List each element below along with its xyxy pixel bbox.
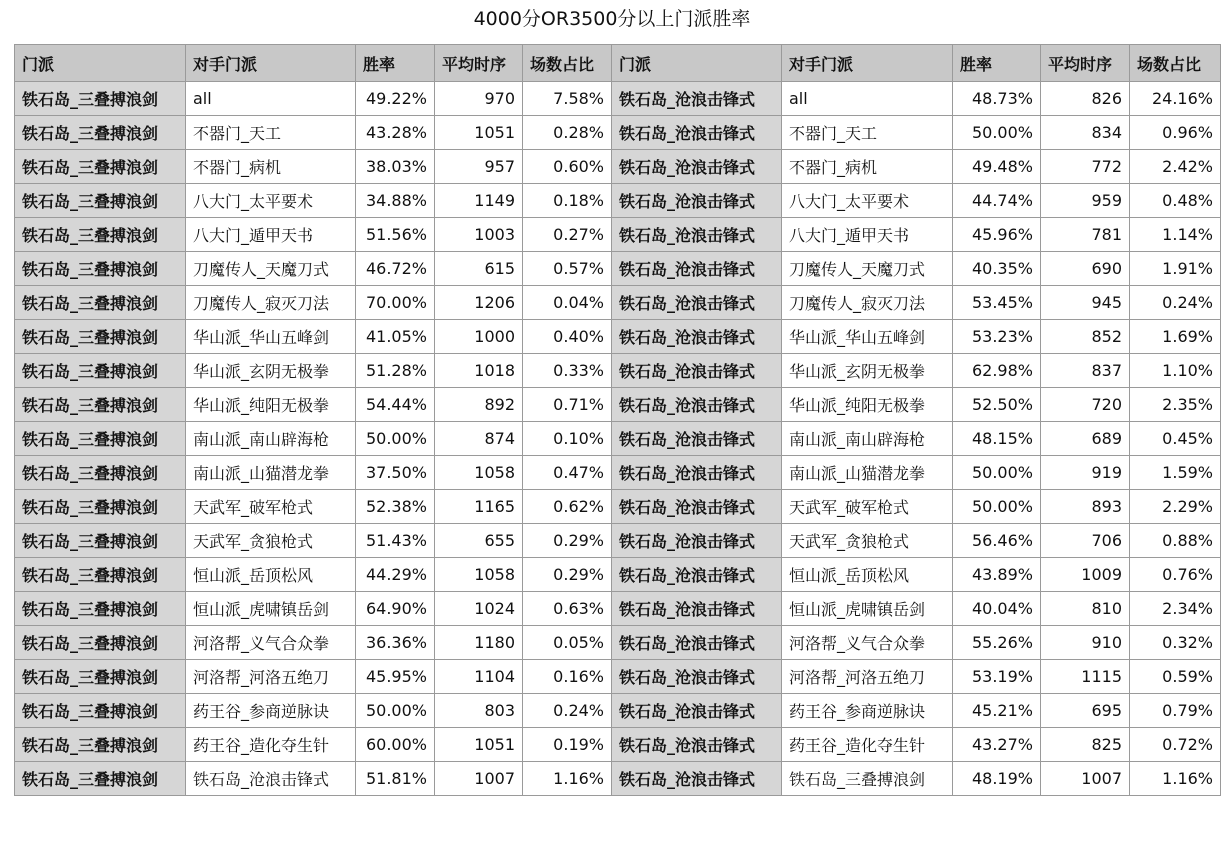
table-row [15, 558, 1221, 592]
match-share-cell[interactable]: 0.29% [523, 558, 612, 592]
match-share-cell[interactable]: 0.76% [1130, 558, 1221, 592]
avg-time-cell[interactable]: 1180 [435, 626, 523, 660]
winrate-cell[interactable]: 34.88% [356, 184, 435, 218]
match-share-cell[interactable]: 1.91% [1130, 252, 1221, 286]
opponent-cell[interactable]: 不器门_病机 [186, 150, 356, 184]
opponent-cell[interactable]: 刀魔传人_天魔刀式 [782, 252, 953, 286]
match-share-cell[interactable]: 0.29% [523, 524, 612, 558]
winrate-cell[interactable]: 41.05% [356, 320, 435, 354]
avg-time-cell[interactable]: 852 [1041, 320, 1130, 354]
opponent-cell[interactable]: 南山派_山猫潜龙拳 [782, 456, 953, 490]
winrate-cell[interactable]: 49.48% [953, 150, 1041, 184]
winrate-cell[interactable]: 50.00% [356, 694, 435, 728]
winrate-cell[interactable]: 50.00% [356, 422, 435, 456]
sect-cell[interactable]: 铁石岛_三叠搏浪剑 [15, 422, 186, 456]
avg-time-cell[interactable]: 1007 [1041, 762, 1130, 796]
page-title: 4000分OR3500分以上门派胜率 [473, 8, 751, 30]
avg-time-cell[interactable]: 1058 [435, 456, 523, 490]
match-share-cell[interactable]: 0.88% [1130, 524, 1221, 558]
match-share-cell[interactable]: 0.48% [1130, 184, 1221, 218]
avg-time-cell[interactable]: 1018 [435, 354, 523, 388]
table-row [15, 82, 1221, 116]
opponent-cell[interactable]: 不器门_天工 [782, 116, 953, 150]
avg-time-cell[interactable]: 874 [435, 422, 523, 456]
avg-time-cell[interactable]: 1003 [435, 218, 523, 252]
match-share-cell[interactable]: 0.18% [523, 184, 612, 218]
opponent-cell[interactable]: 华山派_纯阳无极拳 [186, 388, 356, 422]
header-match-share[interactable]: 场数占比 [1130, 45, 1221, 82]
sect-cell[interactable]: 铁石岛_三叠搏浪剑 [15, 694, 186, 728]
table-row [15, 490, 1221, 524]
opponent-cell[interactable]: 药王谷_造化夺生针 [186, 728, 356, 762]
table-row [15, 218, 1221, 252]
sect-cell[interactable]: 铁石岛_沧浪击锋式 [612, 762, 782, 796]
winrate-cell[interactable]: 48.19% [953, 762, 1041, 796]
match-share-cell[interactable]: 0.19% [523, 728, 612, 762]
avg-time-cell[interactable]: 919 [1041, 456, 1130, 490]
winrate-cell[interactable]: 51.81% [356, 762, 435, 796]
winrate-cell[interactable]: 50.00% [953, 490, 1041, 524]
match-share-cell[interactable]: 0.47% [523, 456, 612, 490]
match-share-cell[interactable]: 2.34% [1130, 592, 1221, 626]
table-row [15, 524, 1221, 558]
match-share-cell[interactable]: 0.32% [1130, 626, 1221, 660]
match-share-cell[interactable]: 0.24% [1130, 286, 1221, 320]
avg-time-cell[interactable]: 1009 [1041, 558, 1130, 592]
sect-cell[interactable]: 铁石岛_沧浪击锋式 [612, 694, 782, 728]
winrate-cell[interactable]: 40.35% [953, 252, 1041, 286]
header-row [15, 45, 1221, 82]
opponent-cell[interactable]: 八大门_遁甲天书 [782, 218, 953, 252]
winrate-cell[interactable]: 40.04% [953, 592, 1041, 626]
opponent-cell[interactable]: 铁石岛_沧浪击锋式 [186, 762, 356, 796]
sect-cell[interactable]: 铁石岛_沧浪击锋式 [612, 320, 782, 354]
opponent-cell[interactable]: 刀魔传人_寂灭刀法 [186, 286, 356, 320]
opponent-cell[interactable]: 河洛帮_河洛五绝刀 [186, 660, 356, 694]
winrate-cell[interactable]: 50.00% [953, 456, 1041, 490]
avg-time-cell[interactable]: 1149 [435, 184, 523, 218]
winrate-cell[interactable]: 53.45% [953, 286, 1041, 320]
opponent-cell[interactable]: 南山派_山猫潜龙拳 [186, 456, 356, 490]
winrate-cell[interactable]: 37.50% [356, 456, 435, 490]
opponent-cell[interactable]: 天武军_贪狼枪式 [782, 524, 953, 558]
avg-time-cell[interactable]: 825 [1041, 728, 1130, 762]
sect-cell[interactable]: 铁石岛_三叠搏浪剑 [15, 388, 186, 422]
opponent-cell[interactable]: 八大门_太平要术 [782, 184, 953, 218]
winrate-cell[interactable]: 49.22% [356, 82, 435, 116]
avg-time-cell[interactable]: 1000 [435, 320, 523, 354]
opponent-cell[interactable]: 刀魔传人_寂灭刀法 [782, 286, 953, 320]
sect-cell[interactable]: 铁石岛_沧浪击锋式 [612, 116, 782, 150]
opponent-cell[interactable]: 华山派_玄阴无极拳 [186, 354, 356, 388]
winrate-cell[interactable]: 55.26% [953, 626, 1041, 660]
table-row [15, 456, 1221, 490]
avg-time-cell[interactable]: 1024 [435, 592, 523, 626]
avg-time-cell[interactable]: 810 [1041, 592, 1130, 626]
match-share-cell[interactable]: 0.60% [523, 150, 612, 184]
match-share-cell[interactable]: 2.35% [1130, 388, 1221, 422]
winrate-cell[interactable]: 70.00% [356, 286, 435, 320]
match-share-cell[interactable]: 0.27% [523, 218, 612, 252]
avg-time-cell[interactable]: 837 [1041, 354, 1130, 388]
opponent-cell[interactable]: 恒山派_虎啸镇岳剑 [782, 592, 953, 626]
match-share-cell[interactable]: 0.04% [523, 286, 612, 320]
avg-time-cell[interactable]: 803 [435, 694, 523, 728]
sect-cell[interactable]: 铁石岛_沧浪击锋式 [612, 456, 782, 490]
sect-cell[interactable]: 铁石岛_三叠搏浪剑 [15, 626, 186, 660]
winrate-cell[interactable]: 44.29% [356, 558, 435, 592]
opponent-cell[interactable]: 天武军_贪狼枪式 [186, 524, 356, 558]
header-opponent[interactable]: 对手门派 [782, 45, 953, 82]
sect-cell[interactable]: 铁石岛_三叠搏浪剑 [15, 252, 186, 286]
opponent-cell[interactable]: 河洛帮_义气合众拳 [782, 626, 953, 660]
sect-cell[interactable]: 铁石岛_沧浪击锋式 [612, 286, 782, 320]
avg-time-cell[interactable]: 772 [1041, 150, 1130, 184]
winrate-cell[interactable]: 51.56% [356, 218, 435, 252]
winrate-cell[interactable]: 51.43% [356, 524, 435, 558]
opponent-cell[interactable]: 药王谷_造化夺生针 [782, 728, 953, 762]
sect-cell[interactable]: 铁石岛_沧浪击锋式 [612, 150, 782, 184]
sect-cell[interactable]: 铁石岛_三叠搏浪剑 [15, 286, 186, 320]
table-row [15, 320, 1221, 354]
opponent-cell[interactable]: 恒山派_虎啸镇岳剑 [186, 592, 356, 626]
avg-time-cell[interactable]: 957 [435, 150, 523, 184]
winrate-cell[interactable]: 53.23% [953, 320, 1041, 354]
sect-cell[interactable]: 铁石岛_三叠搏浪剑 [15, 116, 186, 150]
match-share-cell[interactable]: 0.28% [523, 116, 612, 150]
table-row [15, 762, 1221, 796]
match-share-cell[interactable]: 0.72% [1130, 728, 1221, 762]
winrate-cell[interactable]: 48.15% [953, 422, 1041, 456]
opponent-cell[interactable]: 恒山派_岳顶松风 [782, 558, 953, 592]
opponent-cell[interactable]: 铁石岛_三叠搏浪剑 [782, 762, 953, 796]
header-winrate[interactable]: 胜率 [953, 45, 1041, 82]
avg-time-cell[interactable]: 1051 [435, 728, 523, 762]
avg-time-cell[interactable]: 1051 [435, 116, 523, 150]
opponent-cell[interactable]: 药王谷_参商逆脉诀 [186, 694, 356, 728]
table-row [15, 388, 1221, 422]
avg-time-cell[interactable]: 959 [1041, 184, 1130, 218]
avg-time-cell[interactable]: 655 [435, 524, 523, 558]
winrate-cell[interactable]: 46.72% [356, 252, 435, 286]
avg-time-cell[interactable]: 690 [1041, 252, 1130, 286]
opponent-cell[interactable]: 河洛帮_义气合众拳 [186, 626, 356, 660]
winrate-cell[interactable]: 60.00% [356, 728, 435, 762]
winrate-cell[interactable]: 53.19% [953, 660, 1041, 694]
sect-cell[interactable]: 铁石岛_沧浪击锋式 [612, 728, 782, 762]
avg-time-cell[interactable]: 892 [435, 388, 523, 422]
header-winrate[interactable]: 胜率 [356, 45, 435, 82]
winrate-table [14, 44, 1221, 796]
avg-time-cell[interactable]: 826 [1041, 82, 1130, 116]
opponent-cell[interactable]: 南山派_南山辟海枪 [782, 422, 953, 456]
sect-cell[interactable]: 铁石岛_三叠搏浪剑 [15, 728, 186, 762]
avg-time-cell[interactable]: 945 [1041, 286, 1130, 320]
table-row [15, 286, 1221, 320]
opponent-cell[interactable]: 华山派_华山五峰剑 [782, 320, 953, 354]
avg-time-cell[interactable]: 910 [1041, 626, 1130, 660]
opponent-cell[interactable]: 天武军_破军枪式 [782, 490, 953, 524]
table-row [15, 728, 1221, 762]
match-share-cell[interactable]: 2.42% [1130, 150, 1221, 184]
avg-time-cell[interactable]: 1104 [435, 660, 523, 694]
match-share-cell[interactable]: 0.40% [523, 320, 612, 354]
sect-cell[interactable]: 铁石岛_三叠搏浪剑 [15, 184, 186, 218]
opponent-cell[interactable]: 华山派_玄阴无极拳 [782, 354, 953, 388]
sect-cell[interactable]: 铁石岛_沧浪击锋式 [612, 388, 782, 422]
match-share-cell[interactable]: 0.45% [1130, 422, 1221, 456]
table-row [15, 252, 1221, 286]
match-share-cell[interactable]: 2.29% [1130, 490, 1221, 524]
avg-time-cell[interactable]: 1058 [435, 558, 523, 592]
winrate-cell[interactable]: 43.89% [953, 558, 1041, 592]
winrate-cell[interactable]: 45.95% [356, 660, 435, 694]
sect-cell[interactable]: 铁石岛_沧浪击锋式 [612, 558, 782, 592]
avg-time-cell[interactable]: 834 [1041, 116, 1130, 150]
match-share-cell[interactable]: 0.16% [523, 660, 612, 694]
match-share-cell[interactable]: 0.05% [523, 626, 612, 660]
table-row [15, 354, 1221, 388]
opponent-cell[interactable]: 河洛帮_河洛五绝刀 [782, 660, 953, 694]
opponent-cell[interactable]: all [186, 82, 356, 116]
sect-cell[interactable]: 铁石岛_三叠搏浪剑 [15, 592, 186, 626]
avg-time-cell[interactable]: 893 [1041, 490, 1130, 524]
sect-cell[interactable]: 铁石岛_三叠搏浪剑 [15, 354, 186, 388]
winrate-cell[interactable]: 44.74% [953, 184, 1041, 218]
opponent-cell[interactable]: 南山派_南山辟海枪 [186, 422, 356, 456]
match-share-cell[interactable]: 0.79% [1130, 694, 1221, 728]
header-opponent[interactable]: 对手门派 [186, 45, 356, 82]
match-share-cell[interactable]: 1.10% [1130, 354, 1221, 388]
opponent-cell[interactable]: 不器门_病机 [782, 150, 953, 184]
opponent-cell[interactable]: 华山派_纯阳无极拳 [782, 388, 953, 422]
sect-cell[interactable]: 铁石岛_沧浪击锋式 [612, 422, 782, 456]
table-row [15, 592, 1221, 626]
avg-time-cell[interactable]: 970 [435, 82, 523, 116]
winrate-cell[interactable]: 51.28% [356, 354, 435, 388]
winrate-cell[interactable]: 36.36% [356, 626, 435, 660]
winrate-cell[interactable]: 56.46% [953, 524, 1041, 558]
table-row [15, 116, 1221, 150]
opponent-cell[interactable]: 不器门_天工 [186, 116, 356, 150]
avg-time-cell[interactable]: 695 [1041, 694, 1130, 728]
sect-cell[interactable]: 铁石岛_三叠搏浪剑 [15, 456, 186, 490]
winrate-cell[interactable]: 45.21% [953, 694, 1041, 728]
match-share-cell[interactable]: 0.57% [523, 252, 612, 286]
sect-cell[interactable]: 铁石岛_三叠搏浪剑 [15, 490, 186, 524]
match-share-cell[interactable]: 1.16% [523, 762, 612, 796]
avg-time-cell[interactable]: 615 [435, 252, 523, 286]
match-share-cell[interactable]: 0.33% [523, 354, 612, 388]
match-share-cell[interactable]: 1.59% [1130, 456, 1221, 490]
winrate-cell[interactable]: 43.28% [356, 116, 435, 150]
match-share-cell[interactable]: 0.62% [523, 490, 612, 524]
opponent-cell[interactable]: 八大门_遁甲天书 [186, 218, 356, 252]
winrate-cell[interactable]: 48.73% [953, 82, 1041, 116]
match-share-cell[interactable]: 1.16% [1130, 762, 1221, 796]
table-row [15, 694, 1221, 728]
sect-cell[interactable]: 铁石岛_沧浪击锋式 [612, 218, 782, 252]
sect-cell[interactable]: 铁石岛_沧浪击锋式 [612, 490, 782, 524]
sect-cell[interactable]: 铁石岛_三叠搏浪剑 [15, 558, 186, 592]
opponent-cell[interactable]: 药王谷_参商逆脉诀 [782, 694, 953, 728]
table-row [15, 626, 1221, 660]
table-row [15, 184, 1221, 218]
match-share-cell[interactable]: 0.10% [523, 422, 612, 456]
opponent-cell[interactable]: 天武军_破军枪式 [186, 490, 356, 524]
header-match-share[interactable]: 场数占比 [523, 45, 612, 82]
sect-cell[interactable]: 铁石岛_三叠搏浪剑 [15, 762, 186, 796]
winrate-cell[interactable]: 64.90% [356, 592, 435, 626]
header-avg-time[interactable]: 平均时序 [435, 45, 523, 82]
sect-cell[interactable]: 铁石岛_三叠搏浪剑 [15, 82, 186, 116]
avg-time-cell[interactable]: 720 [1041, 388, 1130, 422]
match-share-cell[interactable]: 1.69% [1130, 320, 1221, 354]
match-share-cell[interactable]: 1.14% [1130, 218, 1221, 252]
sect-cell[interactable]: 铁石岛_沧浪击锋式 [612, 354, 782, 388]
winrate-cell[interactable]: 38.03% [356, 150, 435, 184]
winrate-cell[interactable]: 52.50% [953, 388, 1041, 422]
opponent-cell[interactable]: 华山派_华山五峰剑 [186, 320, 356, 354]
header-sect[interactable]: 门派 [15, 45, 186, 82]
sect-cell[interactable]: 铁石岛_沧浪击锋式 [612, 252, 782, 286]
opponent-cell[interactable]: 八大门_太平要术 [186, 184, 356, 218]
match-share-cell[interactable]: 0.96% [1130, 116, 1221, 150]
sect-cell[interactable]: 铁石岛_沧浪击锋式 [612, 524, 782, 558]
avg-time-cell[interactable]: 1165 [435, 490, 523, 524]
sect-cell[interactable]: 铁石岛_三叠搏浪剑 [15, 150, 186, 184]
sect-cell[interactable]: 铁石岛_三叠搏浪剑 [15, 218, 186, 252]
winrate-cell[interactable]: 50.00% [953, 116, 1041, 150]
sect-cell[interactable]: 铁石岛_沧浪击锋式 [612, 660, 782, 694]
sect-cell[interactable]: 铁石岛_沧浪击锋式 [612, 184, 782, 218]
opponent-cell[interactable]: all [782, 82, 953, 116]
match-share-cell[interactable]: 7.58% [523, 82, 612, 116]
avg-time-cell[interactable]: 706 [1041, 524, 1130, 558]
match-share-cell[interactable]: 0.59% [1130, 660, 1221, 694]
match-share-cell[interactable]: 24.16% [1130, 82, 1221, 116]
match-share-cell[interactable]: 0.24% [523, 694, 612, 728]
opponent-cell[interactable]: 恒山派_岳顶松风 [186, 558, 356, 592]
sect-cell[interactable]: 铁石岛_沧浪击锋式 [612, 592, 782, 626]
winrate-cell[interactable]: 52.38% [356, 490, 435, 524]
table-row [15, 422, 1221, 456]
table-row [15, 150, 1221, 184]
header-avg-time[interactable]: 平均时序 [1041, 45, 1130, 82]
sect-cell[interactable]: 铁石岛_沧浪击锋式 [612, 626, 782, 660]
sect-cell[interactable]: 铁石岛_三叠搏浪剑 [15, 524, 186, 558]
sect-cell[interactable]: 铁石岛_三叠搏浪剑 [15, 660, 186, 694]
avg-time-cell[interactable]: 689 [1041, 422, 1130, 456]
table-row [15, 660, 1221, 694]
winrate-cell[interactable]: 43.27% [953, 728, 1041, 762]
winrate-cell[interactable]: 45.96% [953, 218, 1041, 252]
avg-time-cell[interactable]: 1007 [435, 762, 523, 796]
winrate-cell[interactable]: 62.98% [953, 354, 1041, 388]
sect-cell[interactable]: 铁石岛_沧浪击锋式 [612, 82, 782, 116]
winrate-cell[interactable]: 54.44% [356, 388, 435, 422]
match-share-cell[interactable]: 0.63% [523, 592, 612, 626]
match-share-cell[interactable]: 0.71% [523, 388, 612, 422]
avg-time-cell[interactable]: 1206 [435, 286, 523, 320]
avg-time-cell[interactable]: 1115 [1041, 660, 1130, 694]
sect-cell[interactable]: 铁石岛_三叠搏浪剑 [15, 320, 186, 354]
avg-time-cell[interactable]: 781 [1041, 218, 1130, 252]
header-sect[interactable]: 门派 [612, 45, 782, 82]
opponent-cell[interactable]: 刀魔传人_天魔刀式 [186, 252, 356, 286]
